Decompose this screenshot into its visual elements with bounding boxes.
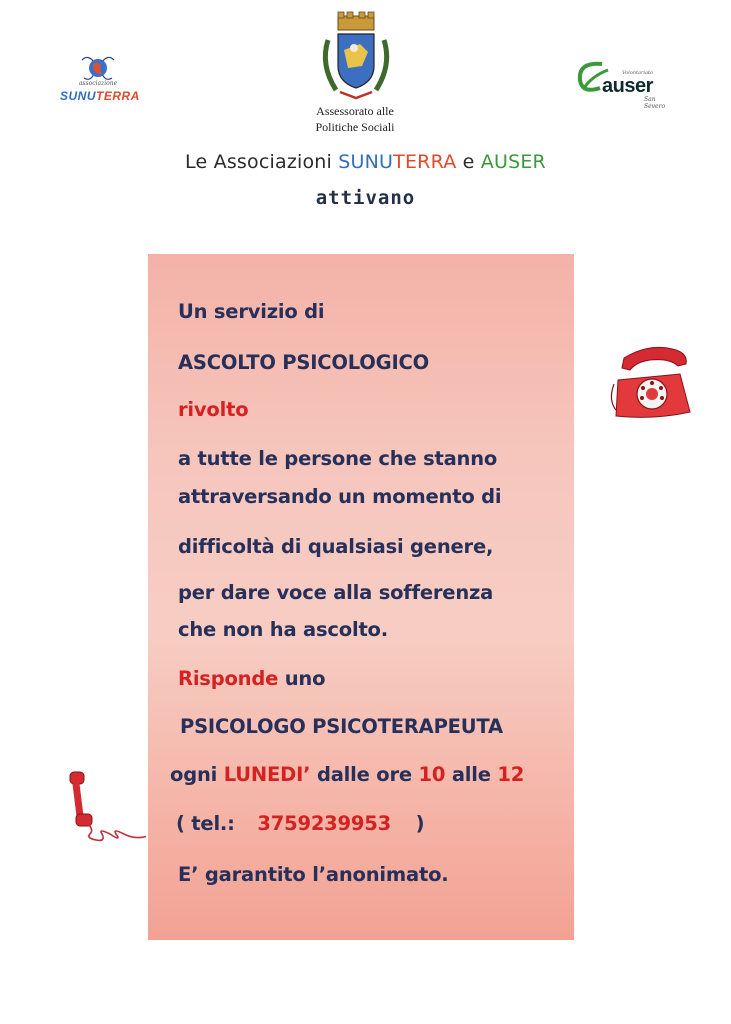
- service-line-11: ogni LUNEDI’ dalle ore 10 alle 12: [170, 763, 525, 786]
- telephone-handset-icon: [66, 768, 146, 852]
- sunuterra-logo: [58, 48, 140, 118]
- auser-small-text: Volontariato: [622, 70, 653, 76]
- headline-sub: attivano: [315, 187, 416, 209]
- service-line-9: Risponde uno: [178, 667, 326, 690]
- sunuterra-name: SUNUTERRA: [60, 89, 140, 103]
- auser-name: auser: [602, 75, 653, 97]
- service-line-tel: ( tel.: 3759239953 ): [176, 812, 425, 835]
- service-line-5: attraversando un momento di: [178, 485, 502, 508]
- service-line-4: a tutte le persone che stanno: [178, 447, 498, 470]
- phone-number: 3759239953: [257, 812, 392, 835]
- service-line-6: difficoltà di qualsiasi genere,: [178, 535, 494, 558]
- service-line-10: PSICOLOGO PSICOTERAPEUTA: [180, 715, 503, 738]
- service-line-3: rivolto: [178, 398, 249, 421]
- headline: Le Associazioni SUNUTERRA e AUSER: [185, 151, 546, 173]
- coat-of-arms-icon: [316, 10, 396, 105]
- crest-caption: [290, 103, 420, 135]
- auser-town: San Severo: [644, 96, 666, 110]
- telephone-icon: [604, 340, 696, 424]
- service-box: [148, 254, 574, 940]
- service-line-2: ASCOLTO PSICOLOGICO: [178, 351, 430, 374]
- auser-logo: [572, 56, 672, 110]
- crest-caption-line2: Politiche Sociali: [315, 120, 395, 134]
- service-line-1: Un servizio di: [178, 300, 325, 323]
- service-line-8: che non ha ascolto.: [178, 618, 388, 641]
- sunuterra-small-text: associazione: [78, 80, 118, 87]
- service-line-13: E’ garantito l’anonimato.: [178, 863, 449, 886]
- service-line-7: per dare voce alla sofferenza: [178, 581, 494, 604]
- crest-caption-line1: Assessorato alle: [316, 104, 394, 118]
